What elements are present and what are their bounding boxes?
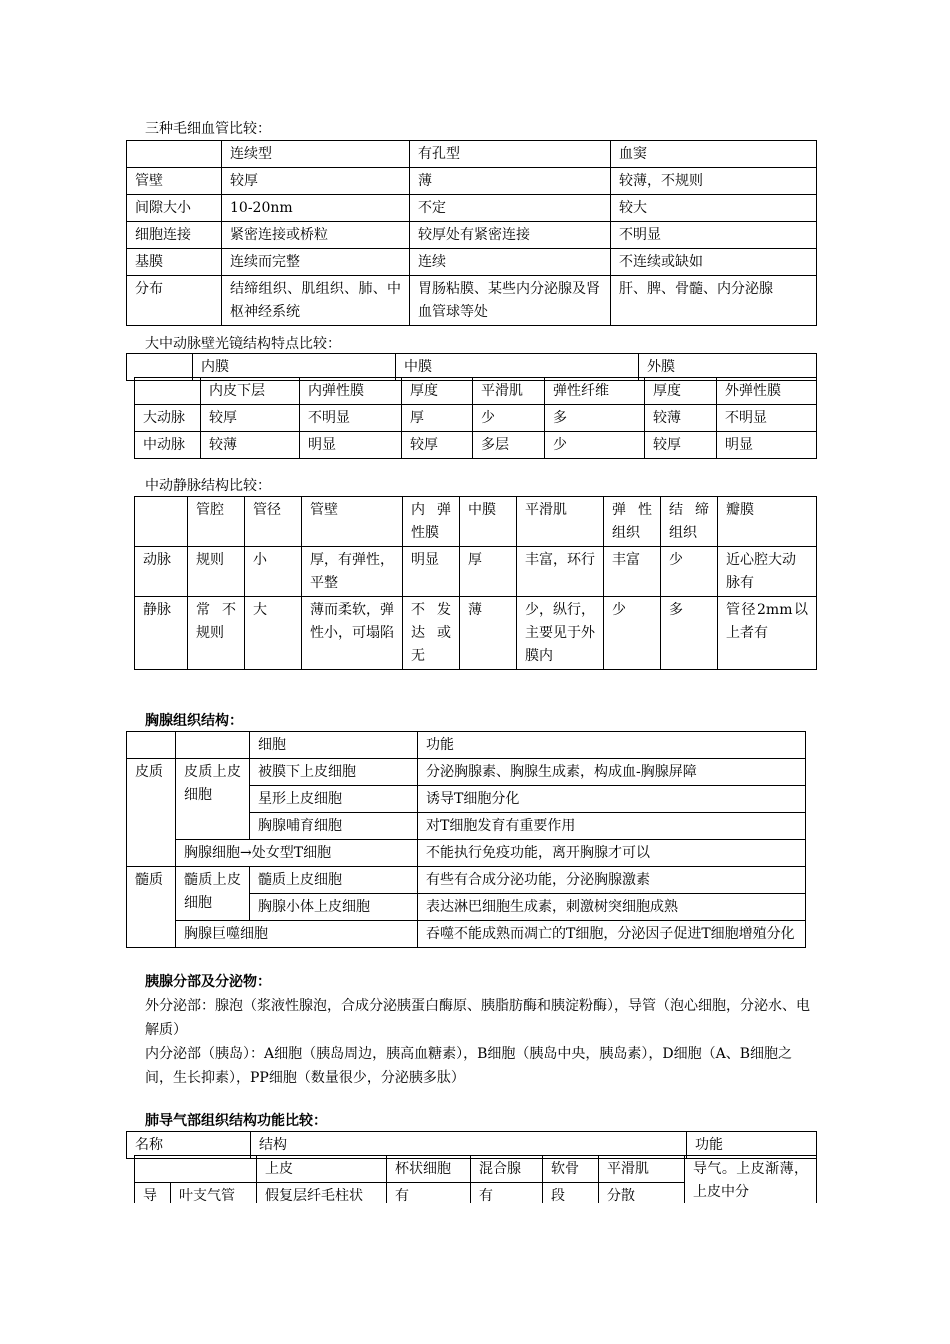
table-row: 髓质 髓质上皮细胞 髓质上皮细胞 有些有合成分泌功能，分泌胸腺激素 <box>127 867 806 894</box>
pancreas-exocrine: 外分泌部：腺泡（浆液性腺泡，合成分泌胰蛋白酶原、胰脂肪酶和胰淀粉酶），导管（泡心细胞，分泌水、电解质） <box>145 998 810 1038</box>
table-row: 胸腺哺育细胞 对T细胞发育有重要作用 <box>127 813 806 840</box>
table-row: 管壁 较厚 薄 较薄，不规则 <box>127 168 817 195</box>
vessel-title: 中动静脉结构比较： <box>145 478 271 494</box>
medulla-epithelial-label: 髓质上皮细胞 <box>176 867 250 921</box>
header-cell: 细胞 <box>250 732 418 759</box>
table-row: 皮质 皮质上皮细胞 被膜下上皮细胞 分泌胸腺素、胸腺生成素，构成血-胸腺屏障 <box>127 759 806 786</box>
lung-clip <box>134 1155 824 1203</box>
table-row: 大动脉 较厚 不明显 厚 少 多 较薄 不明显 <box>135 405 817 432</box>
table-row: 胸腺小体上皮细胞 表达淋巴细胞生成素，刺激树突细胞成熟 <box>127 894 806 921</box>
capillary-table <box>126 140 817 326</box>
medulla-label: 髓质 <box>127 867 176 948</box>
pancreas-title: 胰腺分部及分泌物： <box>145 974 271 990</box>
header-continuous: 连续型 <box>222 141 410 168</box>
table-row: 内皮下层 内弹性膜 厚度 平滑肌 弹性纤维 厚度 外弹性膜 <box>135 378 817 405</box>
table-row <box>127 141 817 168</box>
table-row: 细胞连接 紧密连接或桥粒 较厚处有紧密连接 不明显 <box>127 222 817 249</box>
thymus-title: 胸腺组织结构： <box>145 713 243 729</box>
header-sinusoid: 血窦 <box>611 141 817 168</box>
header-structure: 结构 <box>251 1132 687 1159</box>
table-row: 胸腺巨噬细胞 吞噬不能成熟而凋亡的T细胞，分泌因子促进T细胞增殖分化 <box>127 921 806 948</box>
capillary-title: 三种毛细血管比较： <box>145 121 271 137</box>
lung-function-cell: 导气。上皮渐薄，上皮中分 <box>685 1156 817 1204</box>
vessel-table <box>134 496 817 670</box>
lung-table <box>134 1155 817 1203</box>
pancreas-endocrine: 内分泌部（胰岛）：A细胞（胰岛周边，胰高血糖素），B细胞（胰岛中央，胰岛素），D细胞（A、B细胞之间，生长抑素），PP细胞（数量很少，分泌胰多肽） <box>145 1046 793 1086</box>
cortex-label: 皮质 <box>127 759 176 867</box>
thymus-table <box>126 731 806 948</box>
table-row: 静脉 常不规则 大 薄而柔软，弹性小，可塌陷 不发达或无 薄 少，纵行，主要见于外膜内 少 多 管径2mm以上者有 <box>135 597 817 670</box>
header-fenestrated: 有孔型 <box>410 141 611 168</box>
table-row: 星形上皮细胞 诱导T细胞分化 <box>127 786 806 813</box>
group-adventitia: 外膜 <box>639 354 817 381</box>
artery-title: 大中动脉壁光镜结构特点比较： <box>145 336 341 352</box>
artery-table <box>134 377 817 459</box>
table-row: 胸腺细胞→处女型T细胞 不能执行免疫功能，离开胸腺才可以 <box>127 840 806 867</box>
table-row: 上皮 杯状细胞 混合腺 软骨 平滑肌 导气。上皮渐薄，上皮中分 <box>135 1156 817 1183</box>
group-media: 中膜 <box>396 354 639 381</box>
table-row <box>127 732 806 759</box>
table-row: 导 叶支气管 假复层纤毛柱状 有 有 段 分散 <box>135 1183 817 1204</box>
table-row: 分布 结缔组织、肌组织、肺、中枢神经系统 胃肠粘膜、某些内分泌腺及肾血管球等处 肝、脾、骨髓、内分泌腺 <box>127 276 817 326</box>
table-row: 管腔 管径 管壁 内弹性膜 中膜 平滑肌 弹性组织 结缔组织 瓣膜 <box>135 497 817 547</box>
cortex-epithelial-label: 皮质上皮细胞 <box>176 759 250 840</box>
table-row: 基膜 连续而完整 连续 不连续或缺如 <box>127 249 817 276</box>
table-row: 中动脉 较薄 明显 较厚 多层 少 较厚 明显 <box>135 432 817 459</box>
header-name: 名称 <box>127 1132 251 1159</box>
header-function: 功能 <box>687 1132 817 1159</box>
table-row: 间隙大小 10-20nm 不定 较大 <box>127 195 817 222</box>
lung-title: 肺导气部组织结构功能比较： <box>145 1113 327 1129</box>
table-row: 动脉 规则 小 厚，有弹性，平整 明显 厚 丰富，环行 丰富 少 近心腔大动脉有 <box>135 547 817 597</box>
group-intima: 内膜 <box>193 354 396 381</box>
header-function: 功能 <box>418 732 806 759</box>
